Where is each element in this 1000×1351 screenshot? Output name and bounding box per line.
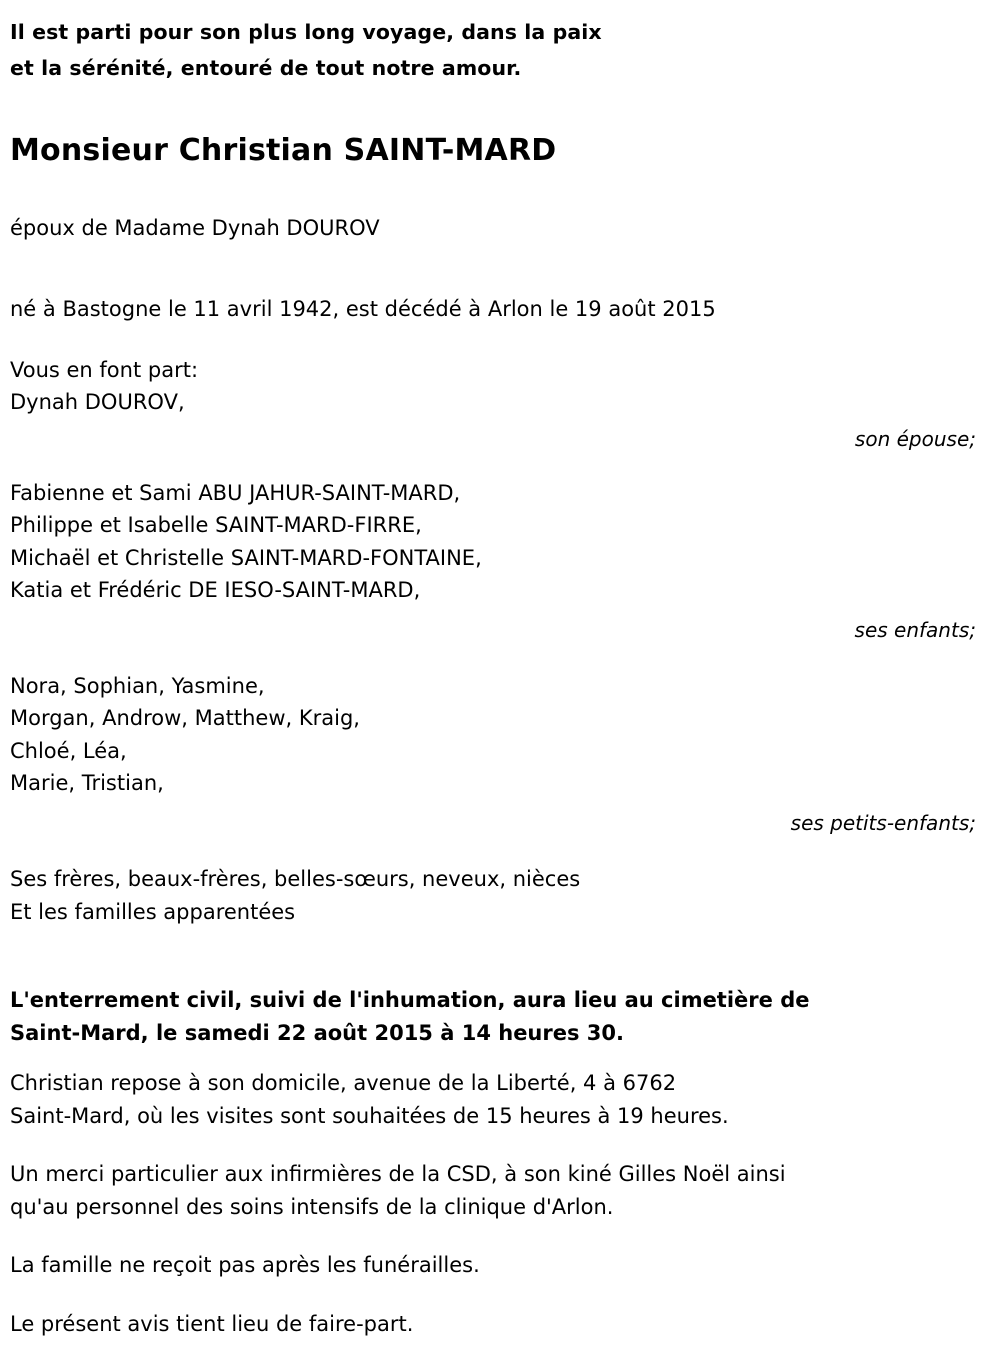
intro-message <box>10 14 978 87</box>
announce-lead-text: Vous en font part: <box>10 357 199 382</box>
ceremony-details <box>10 984 978 1049</box>
thanks-line-2: qu'au personnel des soins intensifs de la clinique d'Arlon. <box>10 1194 614 1219</box>
grandchildren-block <box>10 670 978 839</box>
other-family <box>10 863 978 928</box>
role-children: ses enfants; <box>854 617 976 642</box>
intro-line-2: et la sérénité, entouré de tout notre amour. <box>10 56 522 81</box>
ceremony-line-2: Saint-Mard, le samedi 22 août 2015 à 14 heures 30. <box>10 1020 624 1045</box>
children-names <box>10 477 978 607</box>
role-grandchildren: ses petits-enfants; <box>790 811 976 836</box>
ceremony-line-1: L'enterrement civil, suivi de l'inhumation, aura lieu au cimetière de <box>10 988 810 1013</box>
list-item: Chloé, Léa, <box>10 738 127 763</box>
birth-death-line: né à Bastogne le 11 avril 1942, est décédé à Arlon le 19 août 2015 <box>10 297 716 322</box>
announce-lead <box>10 354 978 419</box>
list-item: Philippe et Isabelle SAINT-MARD-FIRRE, <box>10 513 422 538</box>
spouse-line: époux de Madame Dynah DOUROV <box>10 215 380 240</box>
thanks-note <box>10 1158 978 1223</box>
repose-line-1: Christian repose à son domicile, avenue de la Liberté, 4 à 6762 <box>10 1071 677 1096</box>
role-spouse: son épouse; <box>854 426 976 451</box>
other-family-line-2: Et les familles apparentées <box>10 899 296 924</box>
other-family-line-1: Ses frères, beaux-frères, belles-sœurs, neveux, nièces <box>10 867 581 892</box>
children-block <box>10 477 978 646</box>
list-item: Fabienne et Sami ABU JAHUR-SAINT-MARD, <box>10 480 461 505</box>
no-reception-note: La famille ne reçoit pas après les funérailles. <box>10 1253 480 1278</box>
repose-line-2: Saint-Mard, où les visites sont souhaitées de 15 heures à 19 heures. <box>10 1103 729 1128</box>
list-item: Morgan, Androw, Matthew, Kraig, <box>10 706 360 731</box>
grandchildren-names <box>10 670 978 800</box>
list-item: Michaël et Christelle SAINT-MARD-FONTAINE, <box>10 545 482 570</box>
spouse-name: Dynah DOUROV, <box>10 390 185 415</box>
thanks-line-1: Un merci particulier aux infirmières de la CSD, à son kiné Gilles Noël ainsi <box>10 1162 786 1187</box>
faire-part-note: Le présent avis tient lieu de faire-part. <box>10 1311 414 1336</box>
deceased-name: Monsieur Christian SAINT-MARD <box>10 132 557 168</box>
repose-details <box>10 1067 978 1132</box>
list-item: Nora, Sophian, Yasmine, <box>10 673 265 698</box>
list-item: Marie, Tristian, <box>10 771 164 796</box>
intro-line-1: Il est parti pour son plus long voyage, dans la paix <box>10 20 602 44</box>
list-item: Katia et Frédéric DE IESO-SAINT-MARD, <box>10 578 421 603</box>
